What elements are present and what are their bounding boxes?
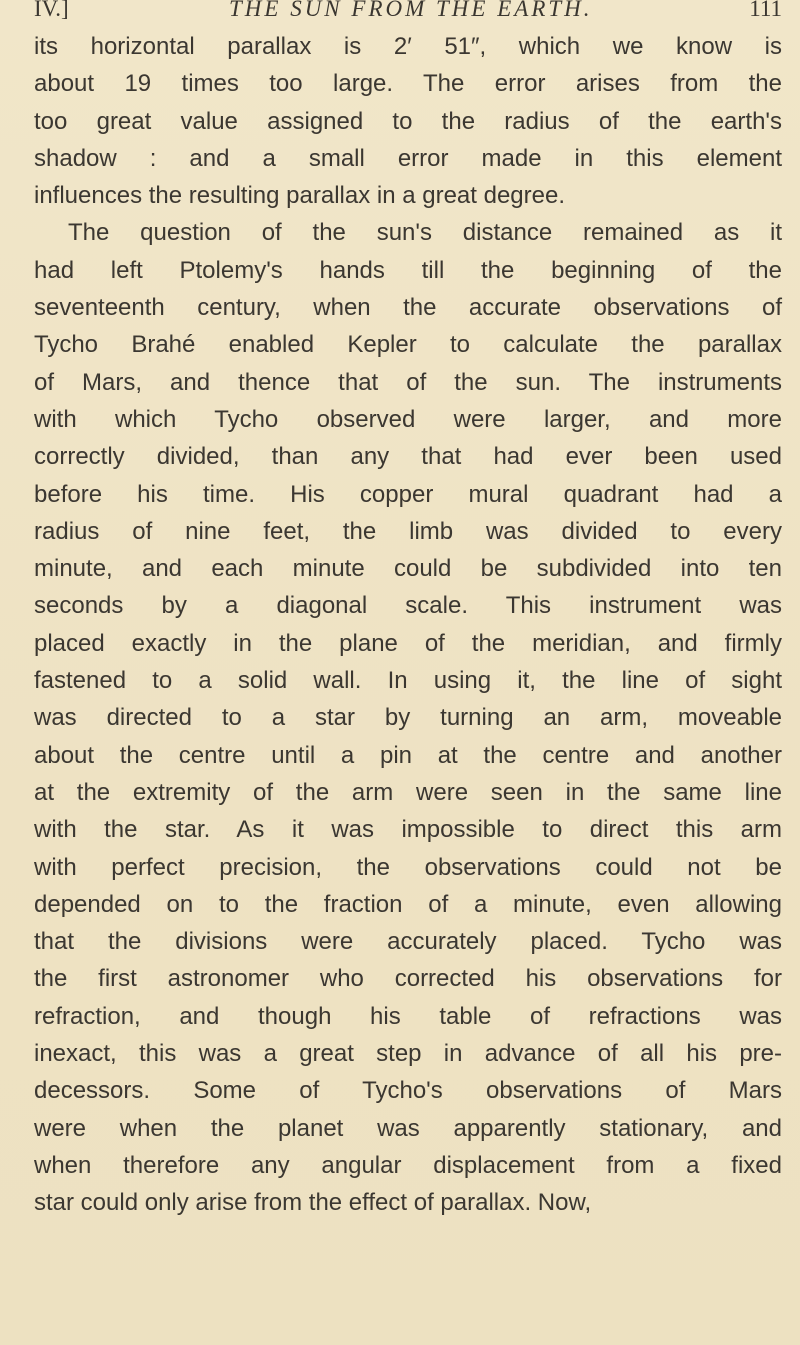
running-title: THE SUN FROM THE EARTH.: [229, 0, 593, 21]
text-line: seventeenth century, when the accurate observations of: [34, 294, 782, 322]
text-line: of Mars, and thence that of the sun. The instruments: [34, 368, 782, 396]
page-number: 111: [749, 0, 782, 21]
text-line: its horizontal parallax is 2′ 51″, which we know is: [34, 33, 782, 60]
text-line: had left Ptolemy's hands till the beginning of the: [34, 256, 782, 284]
text-line: the first astronomer who corrected his observations for: [34, 965, 782, 993]
text-line: with perfect precision, the observations could not be: [34, 853, 782, 881]
text-line: depended on to the fraction of a minute, even allowing: [34, 890, 782, 918]
text-line: Tycho Brahé enabled Kepler to calculate the parallax: [34, 331, 782, 359]
text-line: too great value assigned to the radius of the earth's: [34, 107, 782, 135]
page-header: [34, 0, 782, 26]
text-line: at the extremity of the arm were seen in the same line: [34, 778, 782, 806]
text-line: influences the resulting parallax in a great degree.: [34, 182, 565, 210]
text-line: decessors. Some of Tycho's observations of Mars: [34, 1077, 782, 1105]
text-line: about the centre until a pin at the centre and another: [34, 741, 782, 769]
text-line: when therefore any angular displacement from a fixed: [34, 1151, 782, 1179]
text-line: The question of the sun's distance remained as it: [68, 219, 782, 247]
text-line: before his time. His copper mural quadrant had a: [34, 480, 782, 508]
text-line: fastened to a solid wall. In using it, the line of sight: [34, 667, 782, 695]
chapter-number: IV.]: [34, 0, 69, 21]
text-line: that the divisions were accurately placed. Tycho was: [34, 928, 782, 956]
text-line: placed exactly in the plane of the meridian, and firmly: [34, 629, 782, 657]
text-line: about 19 times too large. The error arises from the: [34, 70, 782, 98]
text-line: radius of nine feet, the limb was divided to every: [34, 517, 782, 545]
text-line: shadow : and a small error made in this element: [34, 144, 782, 172]
text-line: inexact, this was a great step in advance of all his pre-: [34, 1040, 782, 1068]
body-text: [34, 28, 782, 1222]
text-line: were when the planet was apparently stationary, and: [34, 1114, 782, 1142]
text-line: correctly divided, than any that had ever been used: [34, 443, 782, 471]
text-line: minute, and each minute could be subdivided into ten: [34, 555, 782, 583]
text-line: seconds by a diagonal scale. This instrument was: [34, 592, 782, 620]
text-line: with the star. As it was impossible to direct this arm: [34, 816, 782, 844]
text-line: with which Tycho observed were larger, and more: [34, 405, 782, 433]
text-line: star could only arise from the effect of parallax. Now,: [34, 1189, 592, 1217]
text-line: was directed to a star by turning an arm, moveable: [34, 704, 782, 732]
text-line: refraction, and though his table of refractions was: [34, 1002, 782, 1030]
